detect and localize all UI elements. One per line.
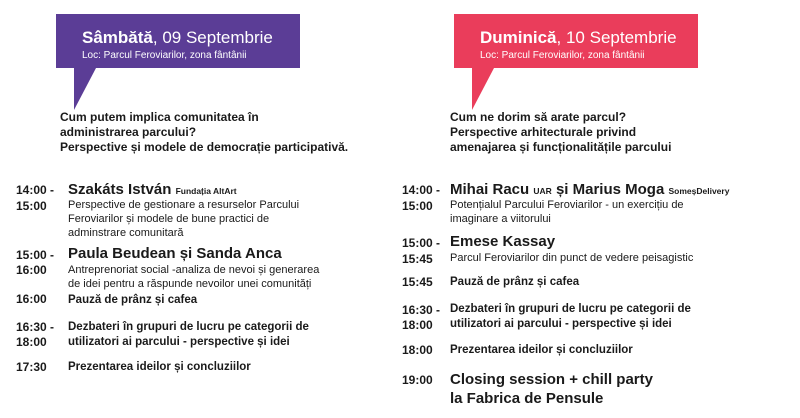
time-start: 17:30 [16, 360, 47, 374]
organization-label: UAR [533, 186, 552, 196]
time-start: 14:00 - [402, 183, 441, 197]
time-end: 18:00 [16, 335, 47, 349]
session-description: Parcul Feroviarilor din punct de vedere peisagistic [450, 252, 694, 264]
day-title: Duminică, 10 Septembrie [480, 28, 677, 47]
session-description: Potențialul Parcului Feroviarilor - un exercițiu de imaginare a viitorului [450, 199, 684, 225]
speaker-name: Mihai Racu UAR și Marius Moga SomeșDelivery [450, 181, 730, 198]
location-text: Loc: Parcul Feroviarilor, zona fântânii [480, 50, 645, 61]
time-end: 15:45 [402, 252, 433, 266]
session-text: Dezbateri în grupuri de lucru pe categorii de utilizatori ai parcului - perspective și idei [450, 303, 691, 330]
location-text: Loc: Parcul Feroviarilor, zona fântânii [82, 50, 247, 61]
speech-tail-shape [472, 68, 494, 110]
day-title: Sâmbătă, 09 Septembrie [82, 28, 273, 47]
speaker-name: Paula Beudean și Sanda Anca [68, 245, 282, 262]
session-question: Cum putem implica comunitatea în administrarea parcului? Perspective și modele de democrație participativă. [60, 110, 349, 154]
organization-label: Fundația AltArt [175, 186, 237, 196]
time-start: 16:30 - [402, 303, 441, 317]
time-start: 16:00 [16, 292, 47, 306]
time-start: 15:00 - [402, 236, 441, 250]
session-text: Pauză de prânz și cafea [68, 294, 198, 306]
session-question: Cum ne dorim să arate parcul? Perspective arhitecturale privind amenajarea și funcționalitățile parcului [450, 110, 672, 154]
time-start: 15:00 - [16, 248, 55, 262]
session-text: Dezbateri în grupuri de lucru pe categorii de utilizatori ai parcului - perspective și idei [68, 321, 309, 348]
time-start: 19:00 [402, 373, 433, 387]
time-end: 16:00 [16, 263, 47, 277]
time-end: 15:00 [16, 199, 47, 213]
time-start: 15:45 [402, 275, 433, 289]
time-start: 16:30 - [16, 320, 55, 334]
session-description: Antreprenoriat social -analiza de nevoi și generarea de idei pentru a răspunde nevoilor unei comunități [68, 264, 320, 290]
speaker-name: Szakáts István Fundația AltArt [68, 181, 237, 198]
time-end: 15:00 [402, 199, 433, 213]
speech-tail-shape [74, 68, 96, 110]
closing-session-text: Closing session + chill party la Fabrica de Pensule [450, 371, 653, 407]
session-text: Prezentarea ideilor și concluziilor [450, 344, 633, 356]
session-text: Prezentarea ideilor și concluziilor [68, 361, 251, 373]
session-text: Pauză de prânz și cafea [450, 276, 580, 288]
time-end: 18:00 [402, 318, 433, 332]
time-start: 18:00 [402, 343, 433, 357]
time-start: 14:00 - [16, 183, 55, 197]
speaker-name: Emese Kassay [450, 233, 556, 250]
session-description: Perspective de gestionare a resurselor Parcului Feroviarilor și modele de bune practici de adminstrare comunitară [68, 199, 300, 239]
day-banner [454, 14, 698, 68]
day-banner [56, 14, 300, 68]
organization-label: SomeșDelivery [668, 186, 730, 196]
